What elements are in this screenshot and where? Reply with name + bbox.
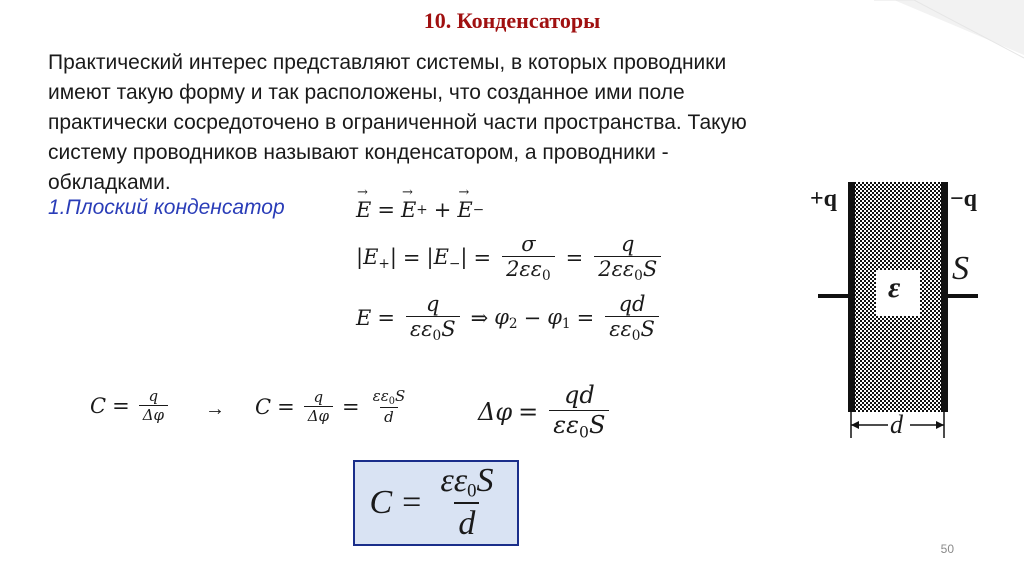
capacitance-definition-formula: C = $\frac{q}{\Delta\varphi}$	[90, 388, 171, 424]
minus-q-label: −q	[950, 186, 978, 212]
negative-plate	[941, 182, 948, 412]
right-lead	[948, 294, 978, 298]
epsilon-label: ε	[888, 271, 901, 304]
capacitance-result-box: C = $\frac{\varepsilon\varepsilon_0S}{d}$	[353, 460, 519, 546]
plate-capacitor-diagram	[808, 176, 984, 448]
distance-label: d	[890, 410, 903, 439]
plus-q-label: +q	[810, 186, 838, 212]
slide-title: 10. Конденсаторы	[423, 8, 601, 33]
implies-arrow: →	[205, 398, 225, 420]
field-superposition-formula: → E = → E + + → E −	[356, 198, 484, 222]
subheading-plate-capacitor: 1.Плоский конденсатор	[48, 196, 285, 219]
delta-phi-formula: Δφ = $\frac{qd}{\varepsilon\varepsilon_0S}$	[478, 382, 614, 442]
potential-difference-formula: E = $\frac{q}{\varepsilon\varepsilon_0S}$ ⇒ $\varphi_2$ − $\varphi_1$ = $\frac{qd}{\varepsilon\varepsilon_0S}$	[356, 292, 664, 345]
page-number: 50	[940, 542, 954, 556]
left-lead	[818, 294, 848, 298]
area-label: S	[952, 250, 969, 287]
intro-paragraph: Практический интерес представляют системы, в которых проводники имеют такую форму и так расположены, что созданное ими поле практически сосредоточено в ограниченной части пространства. Такую систему проводников называют конденсатором, а проводники - обкладками.	[48, 51, 747, 194]
capacitance-derivation-formula: C = $\frac{q}{\Delta\varphi}$ = $\frac{\varepsilon\varepsilon_0S}{d}$	[255, 387, 406, 427]
capacitor-drawing	[808, 176, 984, 448]
positive-plate	[848, 182, 855, 412]
field-magnitude-formula: $|E_+|$ = $|E_-|$ = $\frac{\sigma}{2\varepsilon\varepsilon_0}$ = $\frac{q}{2\varepsilon\varepsilon_0S}$	[356, 232, 666, 285]
